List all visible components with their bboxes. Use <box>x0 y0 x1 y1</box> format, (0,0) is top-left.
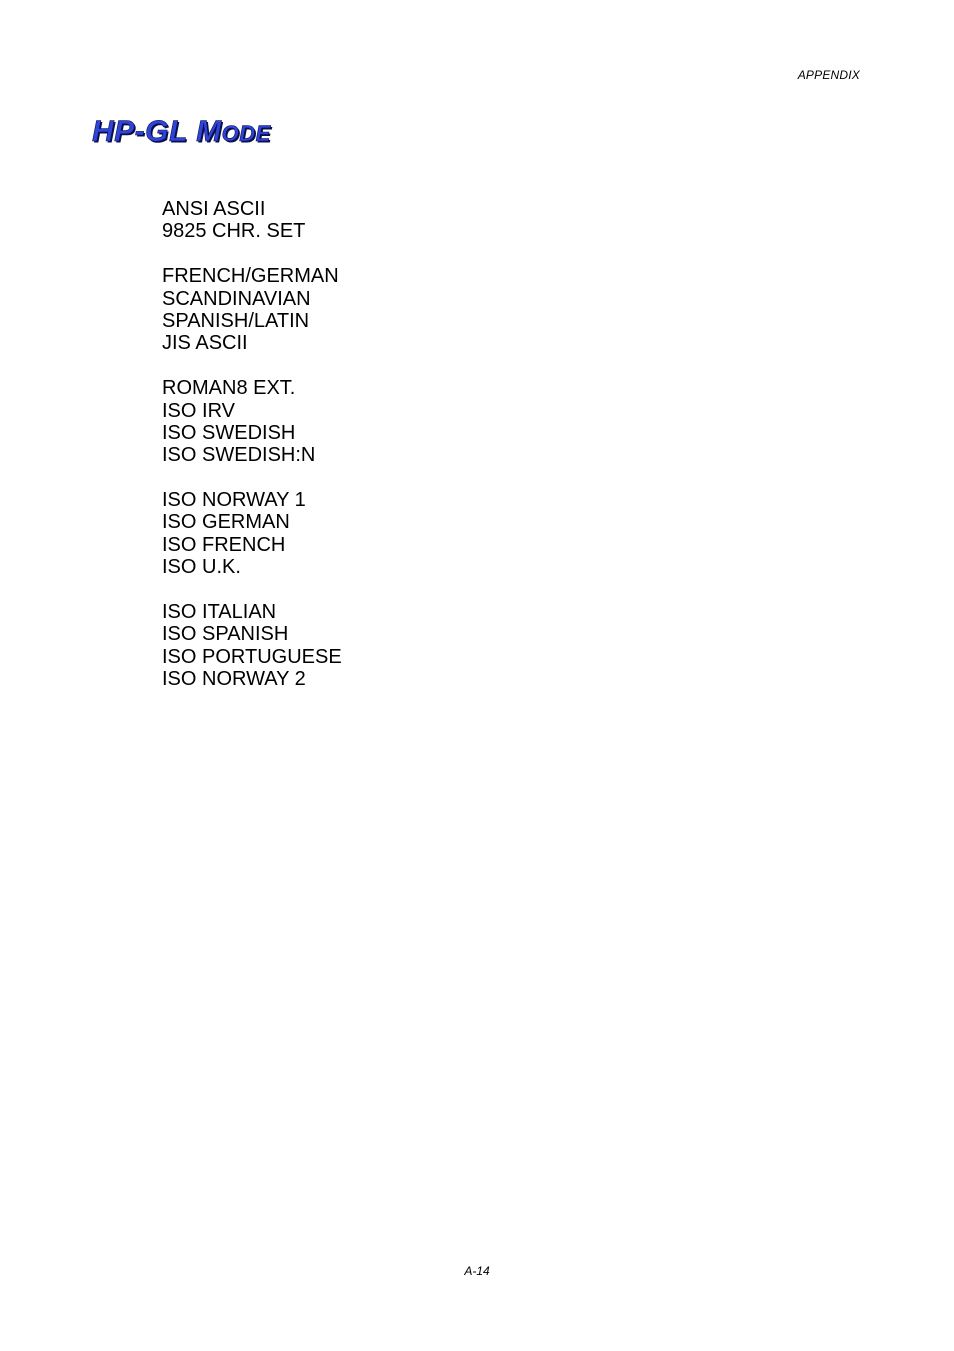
page-title-small-caps: ODE <box>221 121 271 146</box>
charset-item: FRENCH/GERMAN <box>162 265 339 288</box>
charset-item: ISO FRENCH <box>162 533 286 556</box>
charset-item: ISO SWEDISH <box>162 421 296 444</box>
charset-group <box>162 489 342 579</box>
charset-item: 9825 CHR. SET <box>162 220 306 243</box>
charset-item: ISO SPANISH <box>162 623 289 646</box>
charset-item: ISO NORWAY 1 <box>162 489 306 512</box>
charset-item: ISO NORWAY 2 <box>162 668 306 691</box>
charset-group <box>162 198 342 243</box>
charset-group <box>162 377 342 467</box>
charset-item: ISO IRV <box>162 399 235 422</box>
charset-item: ISO U.K. <box>162 556 241 579</box>
charset-item: JIS ASCII <box>162 332 248 355</box>
charset-group <box>162 265 342 355</box>
charset-item: ISO PORTUGUESE <box>162 645 342 668</box>
charset-item: SPANISH/LATIN <box>162 309 310 332</box>
page-number: A-14 <box>464 1264 490 1278</box>
running-header: APPENDIX <box>797 68 860 82</box>
charset-item: ISO ITALIAN <box>162 601 277 624</box>
page-title <box>92 112 271 154</box>
charset-group <box>162 601 342 691</box>
page-title-lead: HP-GL M <box>92 115 222 148</box>
charset-list <box>162 198 342 713</box>
charset-item: ISO GERMAN <box>162 511 290 534</box>
charset-item: SCANDINAVIAN <box>162 287 311 310</box>
charset-item: ISO SWEDISH:N <box>162 444 316 467</box>
charset-item: ROMAN8 EXT. <box>162 377 296 400</box>
charset-item: ANSI ASCII <box>162 198 266 220</box>
